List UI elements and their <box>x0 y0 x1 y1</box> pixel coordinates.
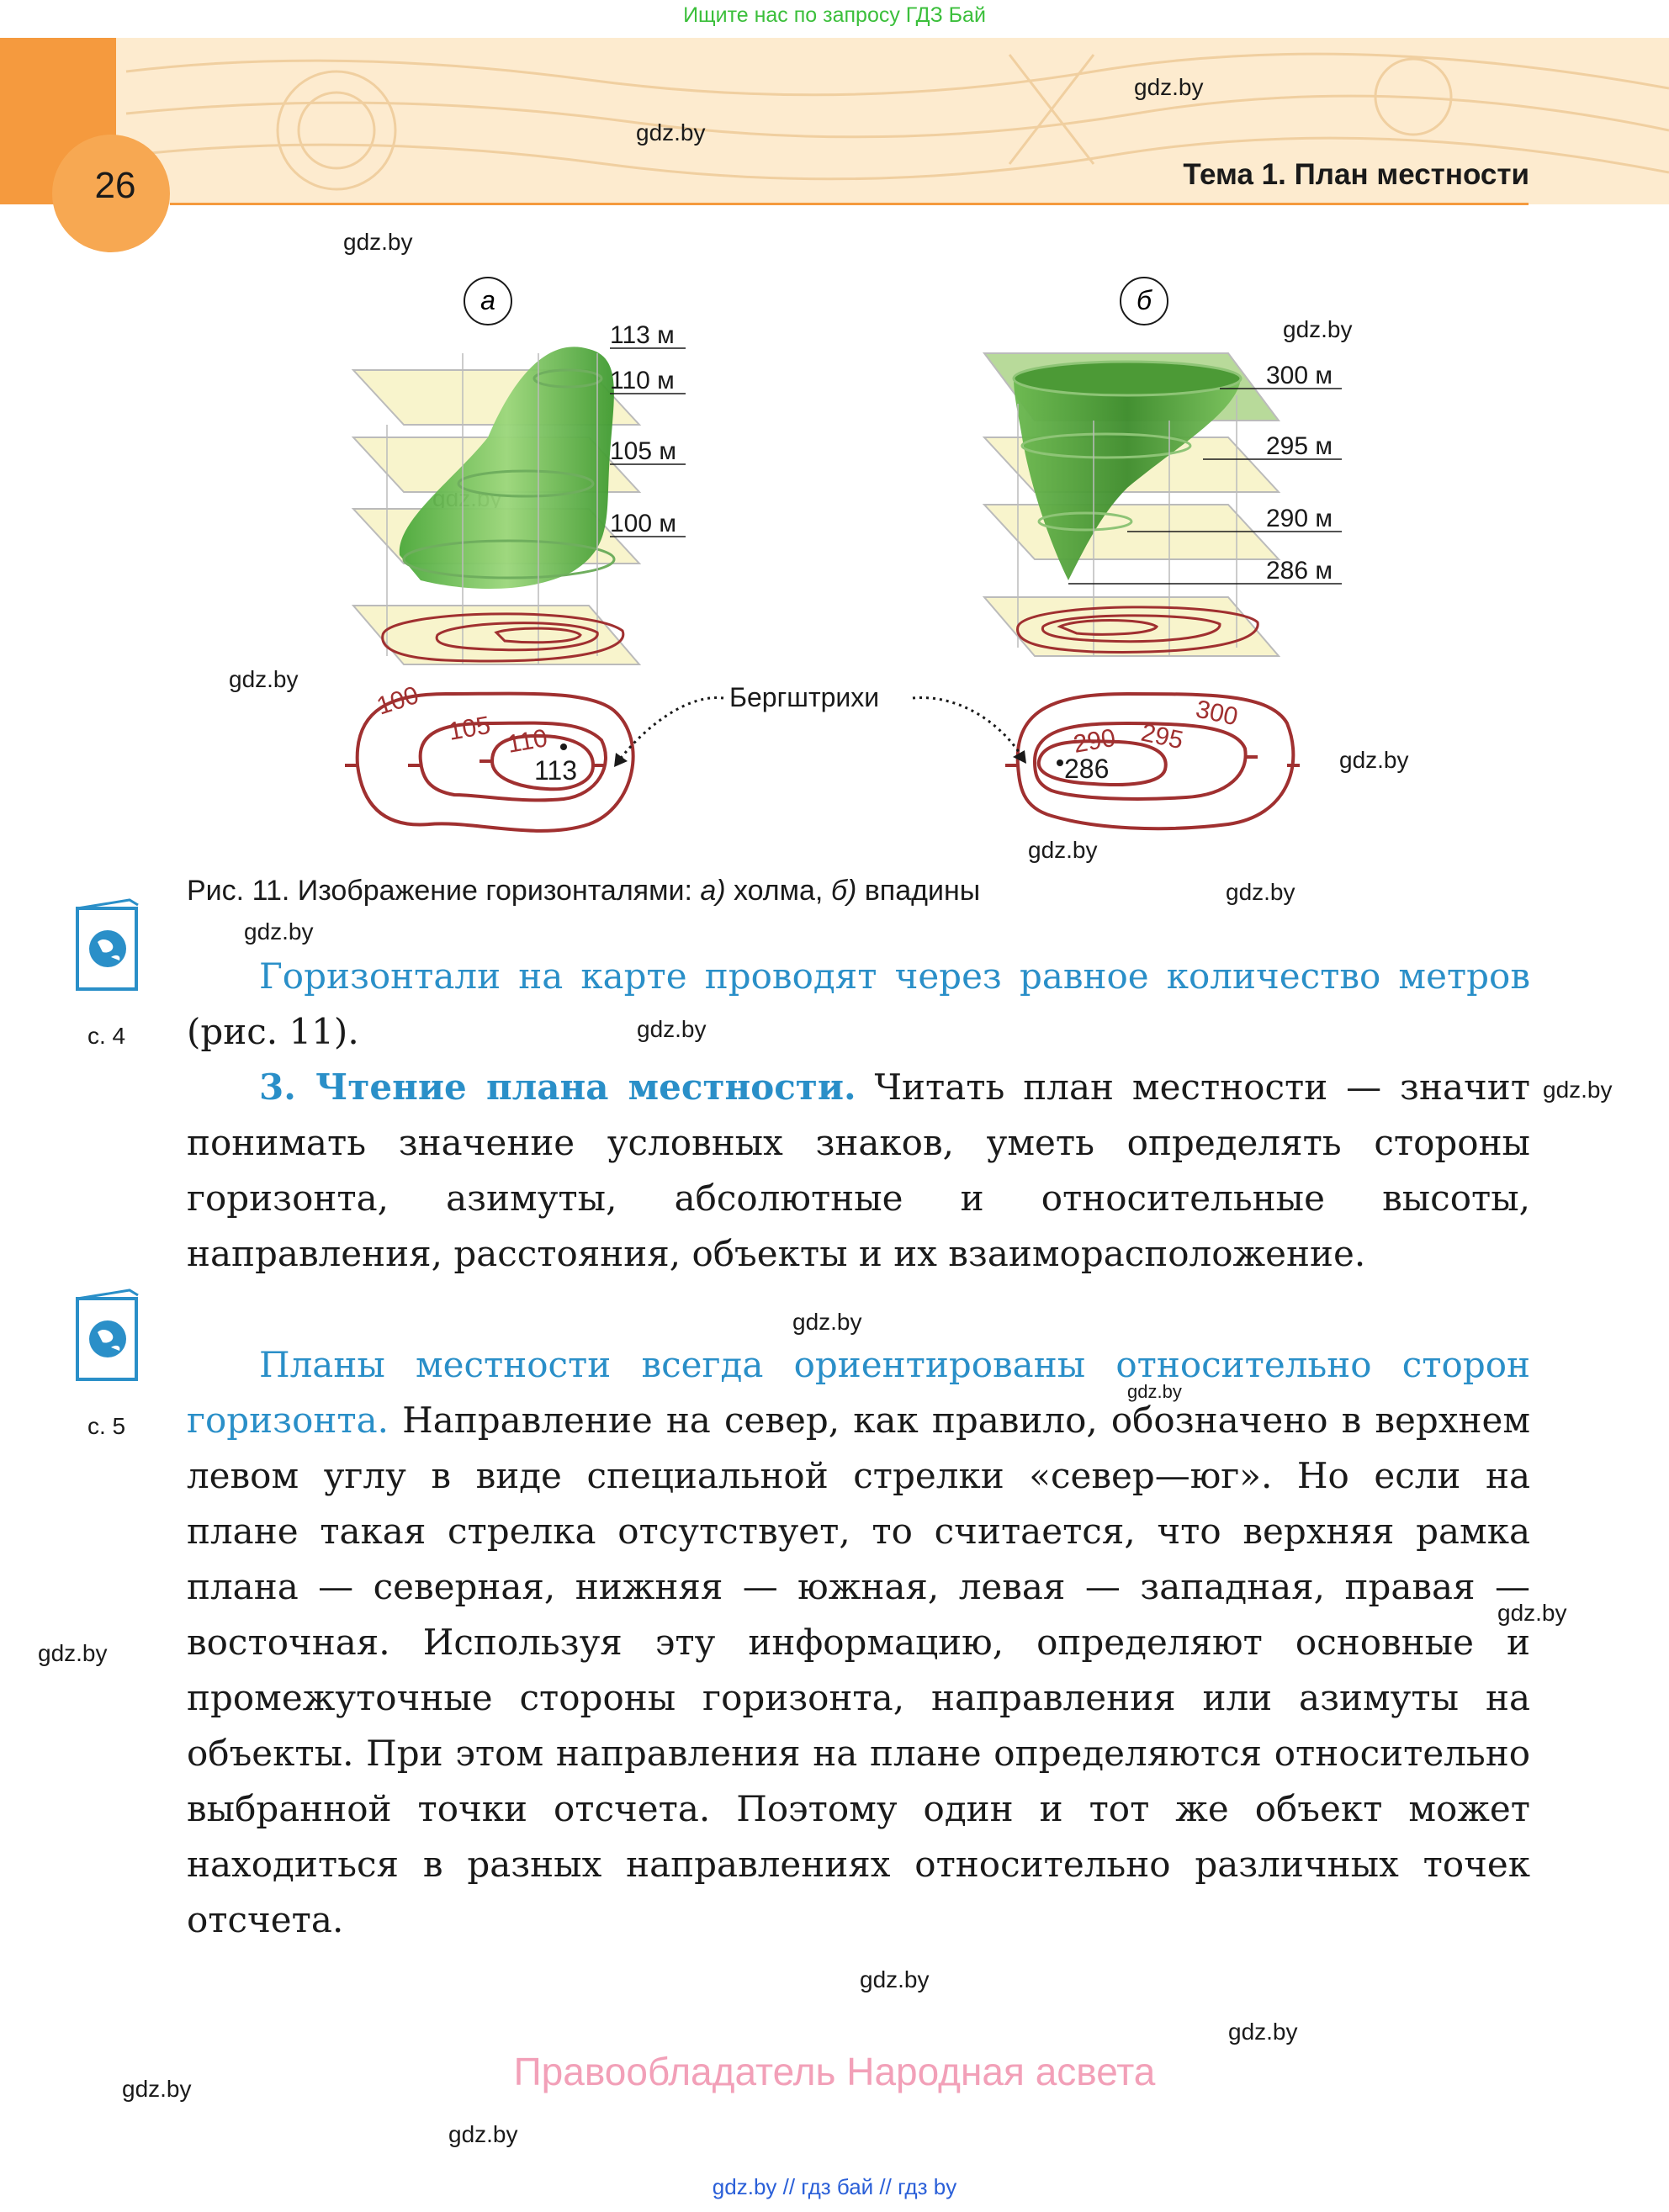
basin-level-label: 286 м <box>1266 557 1333 585</box>
watermark: gdz.by <box>229 666 299 692</box>
watermark: gdz.by <box>38 1640 108 1666</box>
header-rule <box>170 203 1529 205</box>
watermark: gdz.by <box>343 229 413 255</box>
watermark: gdz.by <box>448 2121 518 2147</box>
watermark: gdz.by <box>636 119 706 146</box>
page-reference[interactable]: с. 4 <box>87 1023 126 1049</box>
basin-contour-label: 300 <box>1193 695 1241 732</box>
bergstrich-arrow-right <box>913 698 1022 757</box>
figure-caption: Рис. 11. Изображение горизонталями: а) холма, б) впадины <box>187 875 981 907</box>
bottom-links[interactable]: gdz.by // гдз бай // гдз by <box>712 2174 957 2199</box>
basin-lowpoint-label: 286 <box>1064 754 1110 784</box>
highlight-text: Горизонтали на карте проводят через равное количество метров <box>259 955 1530 997</box>
basin-level-label: 295 м <box>1266 432 1333 460</box>
hill-contour-label: 100 <box>373 680 422 721</box>
basin-contour-label: 290 <box>1071 723 1118 759</box>
copyright-notice: Правообладатель Народная асвета <box>513 2050 1156 2093</box>
hill-contour-label: 110 <box>505 724 550 759</box>
figure-11 <box>320 269 1413 858</box>
label-b: б <box>1137 285 1152 315</box>
hill-summit-label: 113 <box>534 755 578 786</box>
paragraph-1: Горизонтали на карте проводят через равное количество метров (рис. 11). <box>187 955 1530 1052</box>
watermark: gdz.by <box>1543 1077 1613 1103</box>
watermark: gdz.by <box>1497 1600 1567 1626</box>
watermark: gdz.by <box>792 1309 862 1335</box>
bergstrich-label: Бергштрихи <box>729 682 880 712</box>
hill-level-label: 110 м <box>610 367 675 394</box>
page-number: 26 <box>94 165 136 206</box>
hill-contour-label: 105 <box>446 711 493 746</box>
watermark: gdz.by <box>860 1966 930 1992</box>
basin-contour-map <box>1005 694 1300 828</box>
basin-level-label: 290 м <box>1266 505 1333 532</box>
paragraph-3: Планы местности всегда ориентированы относительно сторон горизонта. Направление на север, как правило, обозначено в верхнем левом углу в виде специальной стрелки «север—юг». Но если на плане такая стрелка отсутствует, то считается, что верхняя рамка плана — северная, нижняя — южная, левая — западная, правая — восточная. Используя эту информацию, определяют основные и промежуточные стороны горизонта, направления или азимуты на объекты. При этом направления на плане определяются относительно выбранной точки отсчета. Поэтому один и тот же объект может находиться в разных направлениях относительно различных точек отсчета. <box>187 1344 1530 1940</box>
section-heading: 3. Чтение плана местности. <box>259 1066 856 1108</box>
basin-lowpoint <box>1057 759 1063 766</box>
arrowhead <box>614 753 628 767</box>
hill-level-label: 105 м <box>610 437 677 465</box>
watermark: gdz.by <box>637 1016 707 1042</box>
theme-title: Тема 1. План местности <box>1183 158 1529 191</box>
hill-summit-point <box>560 744 567 750</box>
basin-contour-label: 295 <box>1138 718 1186 755</box>
watermark: gdz.by <box>1283 316 1353 342</box>
label-b-group <box>1121 278 1168 325</box>
paragraph-2: 3. Чтение плана местности. Читать план местности — значит понимать значение условных знаков, уметь определять стороны горизонта, азимуты, абсолютные и относительные высоты, направления, расстояния, объекты и их взаиморасположение. <box>187 1066 1530 1274</box>
basin-level-label: 300 м <box>1266 362 1333 389</box>
watermark: gdz.by <box>1339 747 1409 773</box>
hill-block <box>353 347 639 664</box>
highlight-text: Планы местности всегда ориентированы относительно сторон горизонта. <box>187 1344 1530 1441</box>
watermark: gdz.by <box>1134 74 1204 100</box>
atlas-book-icon[interactable] <box>74 1289 143 1383</box>
watermark: gdz.by <box>1127 1381 1182 1402</box>
atlas-book-icon[interactable] <box>74 898 143 992</box>
basin-block <box>984 353 1279 656</box>
watermark: gdz.by <box>1226 879 1295 905</box>
watermark: gdz.by <box>1028 837 1098 863</box>
watermark: gdz.by <box>244 918 314 945</box>
watermark: gdz.by <box>1228 2019 1298 2045</box>
arrowhead <box>1013 750 1026 764</box>
label-a-group <box>464 278 511 325</box>
hill-level-label: 100 м <box>610 510 677 537</box>
hill-level-label: 113 м <box>610 321 675 349</box>
watermark: gdz.by <box>122 2076 192 2102</box>
top-search-link[interactable]: Ищите нас по запросу ГДЗ Бай <box>683 3 986 27</box>
page-reference[interactable]: с. 5 <box>87 1413 126 1439</box>
basin-ring <box>1014 362 1241 395</box>
label-a: а <box>480 285 495 315</box>
